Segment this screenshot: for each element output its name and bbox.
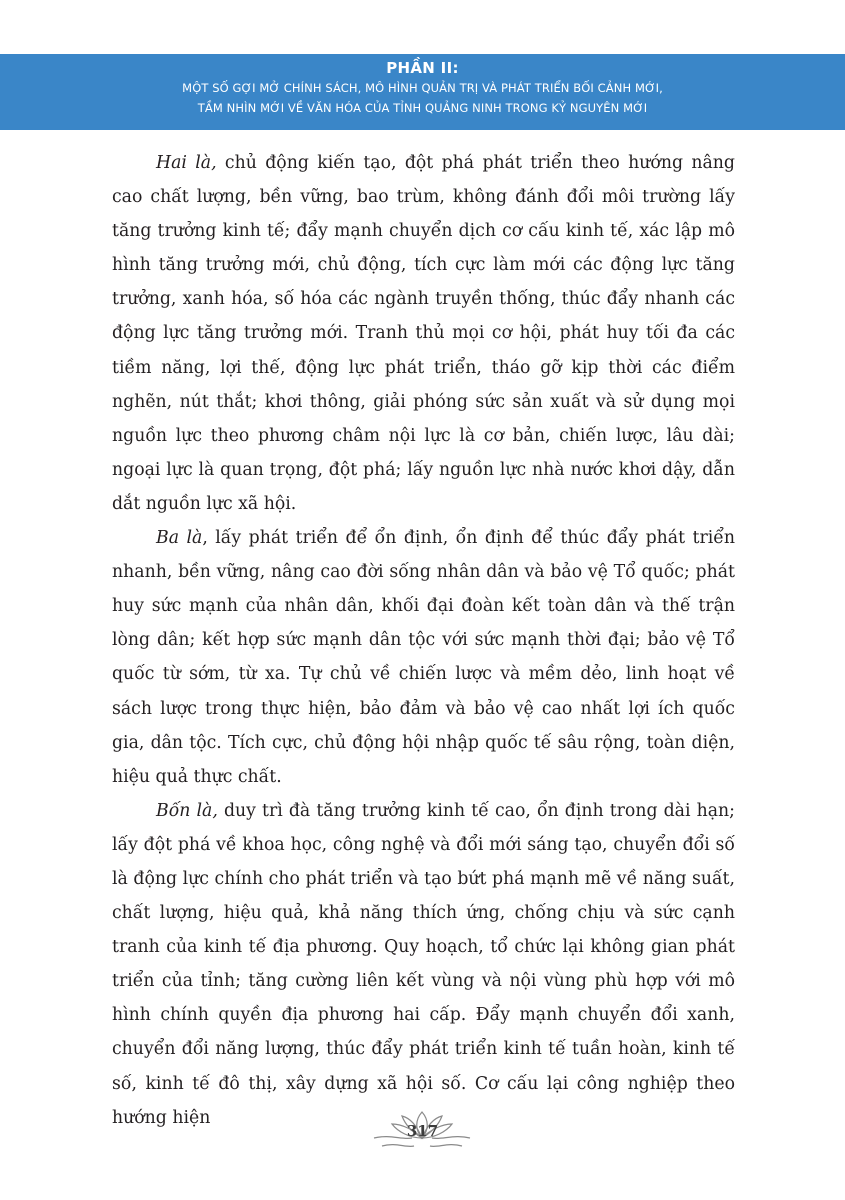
paragraph-body: , lấy phát triển để ổn định, ổn định để thúc đẩy phát triển nhanh, bền vững, nâng cao đời sống nhân dân và bảo vệ Tổ quốc; phát huy sức mạnh của nhân dân, khối đại đoàn kết toàn dân và thế trận lòng dân; kết hợp sức mạnh dân tộc với sức mạnh thời đại; bảo vệ Tổ quốc từ sớm, từ xa. Tự chủ về chiến lược và mềm dẻo, linh hoạt về sách lược trong thực hiện, bảo đảm và bảo vệ cao nhất lợi ích quốc gia, dân tộc. Tích cực, chủ động hội nhập quốc tế sâu rộng, toàn diện, hiệu quả thực chất. bbox=[112, 528, 736, 787]
body-text bbox=[112, 146, 735, 1135]
header-banner bbox=[0, 54, 845, 130]
paragraph-bon-la bbox=[112, 794, 735, 1135]
section-title-line-2: TẦM NHÌN MỚI VỀ VĂN HÓA CỦA TỈNH QUẢNG NINH TRONG KỶ NGUYÊN MỚI bbox=[197, 101, 648, 115]
page-footer bbox=[0, 1108, 845, 1158]
paragraph-ba-la bbox=[112, 521, 735, 794]
paragraph-body: chủ động kiến tạo, đột phá phát triển theo hướng nâng cao chất lượng, bền vững, bao trùm, không đánh đổi môi trường lấy tăng trưởng kinh tế; đẩy mạnh chuyển dịch cơ cấu kinh tế, xác lập mô hình tăng trưởng mới, chủ động, tích cực làm mới các động lực tăng trưởng, xanh hóa, số hóa các ngành truyền thống, thúc đẩy nhanh các động lực tăng trưởng mới. Tranh thủ mọi cơ hội, phát huy tối đa các tiềm năng, lợi thế, động lực phát triển, tháo gỡ kịp thời các điểm nghẽn, nút thắt; khơi thông, giải phóng sức sản xuất và sử dụng mọi nguồn lực theo phương châm nội lực là cơ bản, chiến lược, lâu dài; ngoại lực là quan trọng, đột phá; lấy nguồn lực nhà nước khơi dậy, dẫn dắt nguồn lực xã hội. bbox=[112, 153, 735, 514]
paragraph-hai-la bbox=[112, 146, 735, 521]
paragraph-lead: Ba là bbox=[156, 528, 203, 549]
page-number: 317 bbox=[406, 1122, 439, 1140]
paragraph-lead: Bốn là, bbox=[156, 800, 218, 821]
paragraph-lead: Hai là, bbox=[156, 153, 217, 173]
section-title-line-1: MỘT SỐ GỢI MỞ CHÍNH SÁCH, MÔ HÌNH QUẢN TRỊ VÀ PHÁT TRIỂN BỐI CẢNH MỚI, bbox=[182, 81, 663, 95]
part-label: PHẦN II: bbox=[386, 59, 459, 77]
paragraph-body: duy trì đà tăng trưởng kinh tế cao, ổn định trong dài hạn; lấy đột phá về khoa học, công nghệ và đổi mới sáng tạo, chuyển đổi số là động lực chính cho phát triển và tạo bứt phá mạnh mẽ về năng suất, chất lượng, hiệu quả, khả năng thích ứng, chống chịu và sức cạnh tranh của kinh tế địa phương. Quy hoạch, tổ chức lại không gian phát triển của tỉnh; tăng cường liên kết vùng và nội vùng phù hợp với mô hình chính quyền địa phương hai cấp. Đẩy mạnh chuyển đổi xanh, chuyển đổi năng lượng, thúc đẩy phát triển kinh tế tuần hoàn, kinh tế số, kinh tế đô thị, xây dựng xã hội số. Cơ cấu lại công nghiệp theo hướng hiện bbox=[112, 800, 736, 1128]
